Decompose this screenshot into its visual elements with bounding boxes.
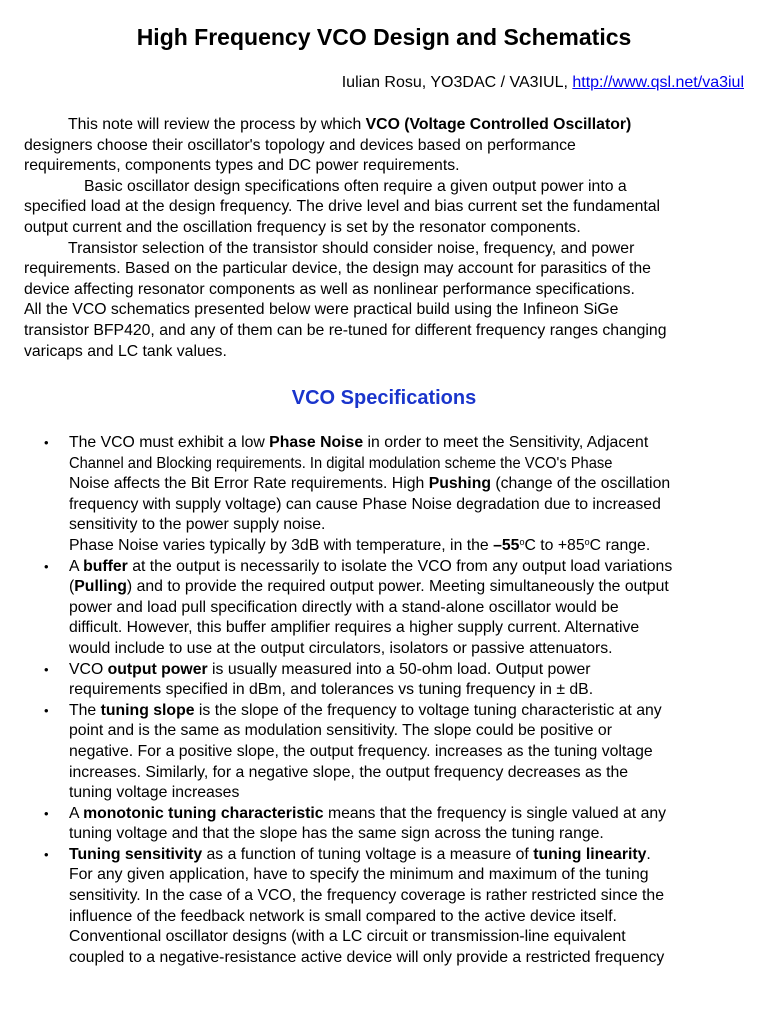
text-run: at the output is necessarily to isolate the VCO from any output load variations — [127, 557, 673, 575]
list-item — [24, 845, 754, 969]
text-run: Phase Noise — [269, 434, 364, 451]
text-line: difficult. However, this buffer amplifier requires a higher supply current. Alternative — [69, 619, 640, 637]
text-line: sensitivity. In the case of a VCO, the frequency coverage is rather restricted since the — [69, 887, 665, 905]
author-line — [342, 74, 744, 92]
text-line — [69, 701, 754, 722]
intro-line: device affecting resonator components as well as nonlinear performance specifications. — [24, 280, 635, 298]
list-item — [24, 557, 754, 660]
author-website-link[interactable]: http://www.qsl.net/va3iul — [572, 74, 744, 91]
text-run: (change of the oscillation — [491, 475, 671, 493]
text-run: Pushing — [428, 475, 491, 493]
intro-line: varicaps and LC tank values. — [24, 342, 227, 360]
text-line: requirements specified in dBm, and tolerances vs tuning frequency in ± dB. — [69, 681, 594, 699]
intro-line: transistor BFP420, and any of them can be re-tuned for different frequency ranges changing — [24, 321, 667, 339]
text-run: –55 — [493, 536, 520, 554]
text-line: power and load pull specification directly with a stand-alone oscillator would be — [69, 598, 619, 616]
text-run: The VCO must exhibit a low — [69, 434, 270, 451]
bullet-icon: • — [44, 558, 49, 574]
text-run: Pulling — [74, 578, 127, 596]
text-run: buffer — [83, 557, 128, 575]
text-line: Conventional oscillator designs (with a LC circuit or transmission-line equivalent — [69, 928, 626, 946]
text-run: A — [69, 804, 84, 822]
text-line — [69, 433, 754, 454]
text-run: as a function of tuning voltage is a measure of — [202, 845, 534, 863]
text-line: increases. Similarly, for a negative slope, the output frequency decreases as the — [69, 763, 629, 781]
text-line — [69, 845, 754, 866]
text-line — [69, 557, 754, 578]
text-run: Channel and Blocking requirements. In digital modulation scheme the VCO's Phase — [69, 454, 613, 472]
text-line: tuning voltage and that the slope has the same sign across the tuning range. — [69, 825, 604, 843]
intro-line: Transistor selection of the transistor should consider noise, frequency, and power — [68, 239, 635, 257]
document-title: High Frequency VCO Design and Schematics — [136, 24, 632, 50]
text-run: means that the frequency is single valued at any — [323, 804, 667, 822]
text-line: would include to use at the output circulators, isolators or passive attenuators. — [69, 639, 613, 657]
text-line — [69, 804, 754, 825]
section-heading: VCO Specifications — [291, 387, 477, 409]
text-run: VCO — [69, 660, 108, 678]
text-line: point and is the same as modulation sensitivity. The slope could be positive or — [69, 722, 612, 740]
text-run: is the slope of the frequency to voltage tuning characteristic at any — [194, 701, 662, 719]
text-line: tuning voltage increases — [69, 784, 240, 802]
text-run: in order to meet the Sensitivity, Adjacent — [363, 434, 649, 451]
text-line: sensitivity to the power supply noise. — [69, 516, 326, 534]
intro-line: Basic oscillator design specifications often require a given output power into a — [84, 177, 627, 195]
vco-term: VCO (Voltage Controlled Oscillator) — [365, 116, 632, 133]
text-line — [69, 660, 754, 681]
text-run: monotonic tuning characteristic — [83, 804, 324, 822]
bullet-icon: • — [44, 661, 49, 677]
bullet-icon: • — [44, 435, 49, 450]
text-run: C range. — [589, 536, 651, 554]
bullet-icon: • — [44, 805, 49, 821]
intro-line: requirements. Based on the particular device, the design may account for parasitics of the — [24, 260, 651, 278]
text-line: For any given application, have to specify the minimum and maximum of the tuning — [69, 866, 649, 884]
list-item — [24, 433, 754, 557]
spec-list — [24, 433, 754, 968]
text-run: output power — [107, 660, 208, 678]
text-run: o — [584, 536, 590, 547]
bullet-icon: • — [44, 846, 49, 862]
text-line — [69, 536, 754, 557]
intro-line: output current and the oscillation frequency is set by the resonator components. — [24, 218, 581, 236]
text-run: o — [519, 536, 525, 547]
text-run: . — [646, 845, 651, 863]
text-line: influence of the feedback network is small compared to the active device itself. — [69, 907, 617, 925]
text-line — [69, 474, 754, 495]
text-line — [69, 454, 754, 475]
text-run: A — [69, 557, 84, 575]
intro-text — [24, 115, 746, 362]
list-item — [24, 701, 754, 804]
text-run: This note will review the process by which — [68, 116, 366, 133]
text-run: tuning linearity — [533, 845, 647, 863]
text-run: Tuning sensitivity — [69, 845, 203, 863]
author-name: Iulian Rosu, YO3DAC / VA3IUL, — [341, 74, 573, 91]
intro-line: designers choose their oscillator's topology and devices based on performance — [24, 136, 576, 154]
bullet-icon: • — [44, 702, 49, 718]
intro-line: All the VCO schematics presented below were practical build using the Infineon SiGe — [24, 301, 619, 319]
text-run: ( — [69, 578, 75, 596]
intro-line — [24, 115, 746, 136]
text-run: The — [69, 701, 101, 719]
text-line — [69, 577, 754, 598]
text-run: Noise affects the Bit Error Rate requirements. High — [69, 475, 429, 493]
list-item — [24, 804, 754, 845]
text-run: is usually measured into a 50-ohm load. Output power — [207, 660, 591, 678]
list-item — [24, 660, 754, 701]
intro-line: requirements, components types and DC power requirements. — [24, 157, 460, 175]
intro-line: specified load at the design frequency. The drive level and bias current set the fundamental — [24, 198, 661, 216]
text-run: Phase Noise varies typically by 3dB with temperature, in the — [69, 536, 494, 554]
text-run: ) and to provide the required output power. Meeting simultaneously the output — [126, 578, 669, 596]
text-run: C to +85 — [524, 536, 585, 554]
text-line: frequency with supply voltage) can cause Phase Noise degradation due to increased — [69, 495, 661, 513]
text-line: negative. For a positive slope, the output frequency. increases as the tuning voltage — [69, 742, 653, 760]
text-run: tuning slope — [100, 701, 195, 719]
text-line: coupled to a negative-resistance active device will only provide a restricted frequency — [69, 948, 665, 966]
